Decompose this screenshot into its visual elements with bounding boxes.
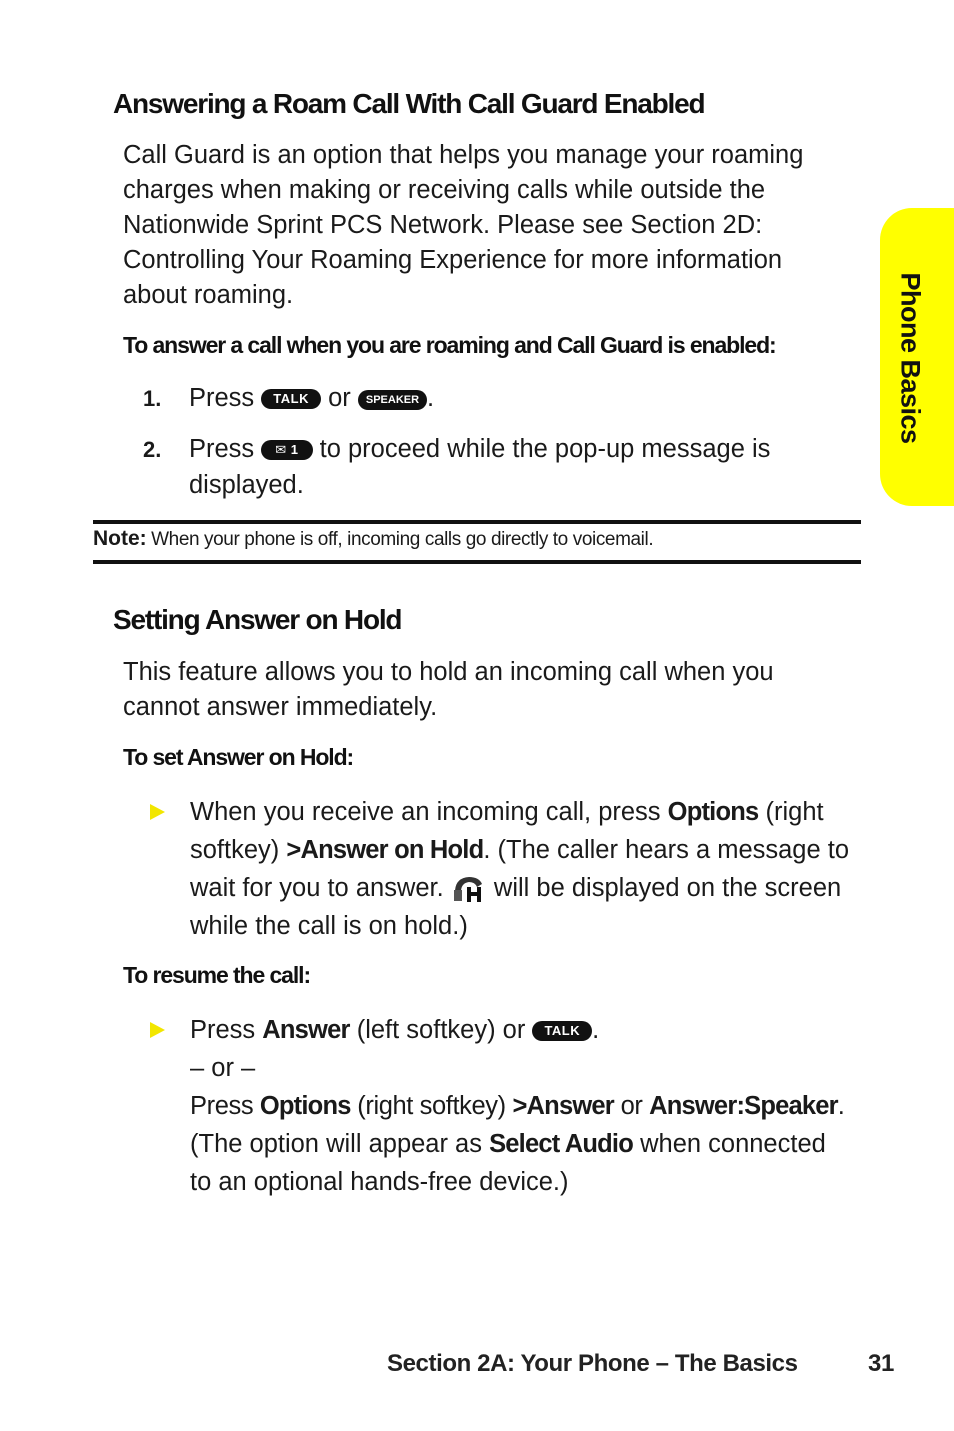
note-bottom-rule xyxy=(93,560,861,564)
note-text: When your phone is off, incoming calls go directly to voicemail. xyxy=(151,529,654,550)
step-number: 2. xyxy=(143,437,162,462)
options-softkey-label: Options xyxy=(667,798,759,826)
instruction-text: when connected xyxy=(640,1130,826,1158)
instruction-text: to an optional hands-free device.) xyxy=(190,1168,569,1196)
instruction-text: (The option will appear as xyxy=(190,1130,482,1158)
answer-option-label: Answer xyxy=(526,1092,614,1120)
instruction-text: . (The caller hears a message to xyxy=(483,836,850,864)
paragraph-line: This feature allows you to hold an incoming call when you xyxy=(123,658,774,686)
paragraph-line: Nationwide Sprint PCS Network. Please see Section 2D: xyxy=(123,211,763,239)
instruction-text: softkey) xyxy=(190,836,280,864)
instruction-text: When you receive an incoming call, press xyxy=(190,798,661,826)
roam-instructions-subheading: To answer a call when you are roaming and Call Guard is enabled: xyxy=(123,332,776,358)
bullet-arrow-icon xyxy=(150,804,165,820)
footer-section-title: Section 2A: Your Phone – The Basics xyxy=(387,1350,798,1377)
answer-softkey-label: Answer xyxy=(262,1016,350,1044)
menu-arrow: > xyxy=(286,836,301,864)
paragraph-line: about roaming. xyxy=(123,281,294,309)
set-hold-subheading: To set Answer on Hold: xyxy=(123,744,354,770)
paragraph-line: Call Guard is an option that helps you manage your roaming xyxy=(123,141,804,169)
step-text: Press xyxy=(189,435,255,463)
step-number: 1. xyxy=(143,386,162,411)
note-top-rule xyxy=(93,520,861,524)
step-1 xyxy=(143,380,863,416)
instruction-text: Press xyxy=(190,1092,254,1120)
instruction-text: will be displayed on the screen xyxy=(493,874,842,902)
step-text: or xyxy=(328,384,351,412)
instruction-text: . xyxy=(837,1092,845,1120)
step-text: to proceed while the pop-up message is xyxy=(319,435,771,463)
note-label: Note: xyxy=(93,527,147,550)
options-softkey-label: Options xyxy=(259,1092,351,1120)
or-separator: – or – xyxy=(190,1054,256,1082)
speaker-key-icon: SPEAKER xyxy=(358,390,427,410)
instruction-text: or xyxy=(620,1092,643,1120)
step-2 xyxy=(143,431,863,503)
hold-paragraph xyxy=(123,655,863,725)
page-number: 31 xyxy=(868,1350,894,1377)
bullet-arrow-icon xyxy=(150,1022,165,1038)
select-audio-option-label: Select Audio xyxy=(489,1130,633,1158)
section-heading-hold: Setting Answer on Hold xyxy=(113,604,402,635)
side-tab-label: Phone Basics xyxy=(895,272,926,444)
call-on-hold-icon xyxy=(451,872,487,904)
talk-key-icon: TALK xyxy=(261,389,321,409)
instruction-text: wait for you to answer. xyxy=(190,874,444,902)
instruction-text: while the call is on hold.) xyxy=(190,912,468,940)
roam-paragraph xyxy=(123,138,863,313)
paragraph-line: charges when making or receiving calls while outside the xyxy=(123,176,766,204)
step-text: Press xyxy=(189,384,255,412)
answer-speaker-option-label: Answer:Speaker xyxy=(649,1092,838,1120)
instruction-text: Press xyxy=(190,1016,256,1044)
note xyxy=(93,527,653,551)
paragraph-line: cannot answer immediately. xyxy=(123,693,438,721)
talk-key-icon: TALK xyxy=(532,1021,592,1041)
instruction-text: (right xyxy=(765,798,824,826)
message-key-icon: ✉ 1 xyxy=(261,440,312,460)
answer-on-hold-label: Answer on Hold xyxy=(300,836,484,864)
instruction-text: . xyxy=(592,1016,600,1044)
instruction-text: (left softkey) or xyxy=(356,1016,526,1044)
step-text: . xyxy=(427,384,435,412)
hold-instruction xyxy=(190,793,870,945)
instruction-text: (right softkey) xyxy=(357,1092,506,1120)
step-text: displayed. xyxy=(189,471,304,499)
resume-call-subheading: To resume the call: xyxy=(123,962,311,988)
menu-arrow: > xyxy=(512,1092,527,1120)
section-heading-roam: Answering a Roam Call With Call Guard Enabled xyxy=(113,88,705,119)
paragraph-line: Controlling Your Roaming Experience for more information xyxy=(123,246,783,274)
resume-instruction xyxy=(190,1011,870,1201)
